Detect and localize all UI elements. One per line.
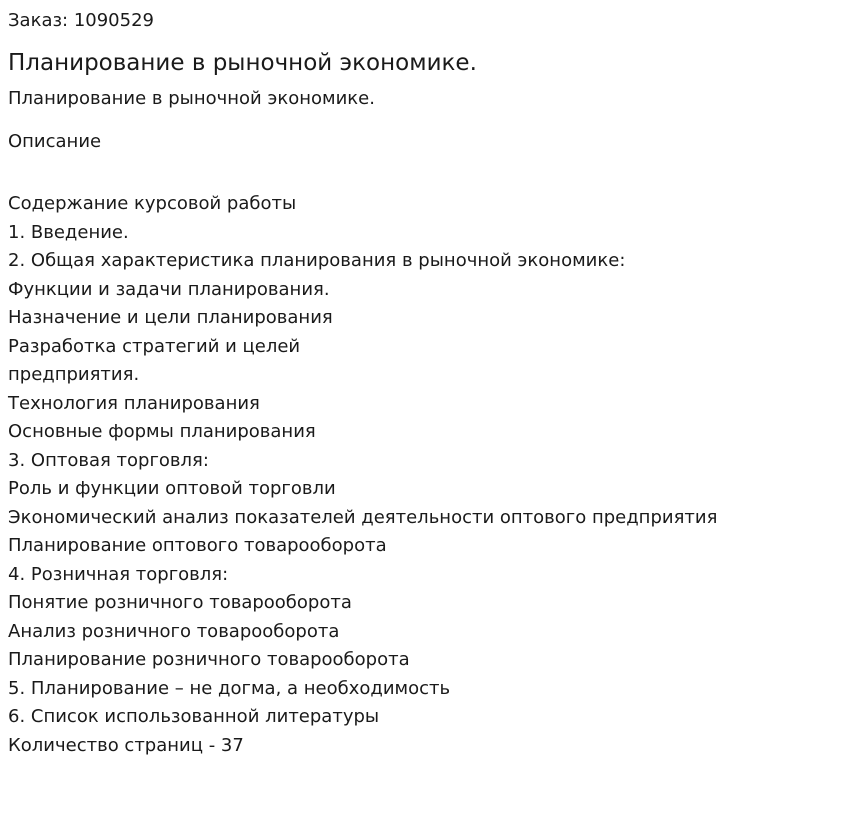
content-line: Понятие розничного товарооборота	[8, 592, 352, 613]
page-subtitle: Планирование в рыночной экономике.	[8, 88, 375, 109]
content-line: 6. Список использованной литературы	[8, 706, 380, 727]
content-line: Анализ розничного товарооборота	[8, 620, 340, 642]
content-line: Роль и функции оптовой торговли	[8, 478, 336, 499]
page-title: Планирование в рыночной экономике.	[8, 50, 477, 76]
content-line: 4. Розничная торговля:	[8, 563, 229, 585]
description-heading: Описание	[8, 131, 102, 152]
content-line: Планирование оптового товарооборота	[8, 535, 387, 556]
content-line: Экономический анализ показателей деятельности оптового предприятия	[8, 506, 718, 528]
content-line: Количество страниц - 37	[8, 734, 244, 756]
content-line: предприятия.	[8, 364, 140, 385]
order-number: Заказ: 1090529	[8, 10, 154, 31]
content-line: 2. Общая характеристика планирования в рыночной экономике:	[8, 250, 626, 271]
content-line: Разработка стратегий и целей	[8, 335, 301, 357]
content-line: Функции и задачи планирования.	[8, 278, 330, 300]
content-line: Планирование розничного товарооборота	[8, 649, 410, 670]
content-line: Технология планирования	[8, 392, 260, 414]
content-line: 3. Оптовая торговля:	[8, 449, 209, 471]
content-line: 1. Введение.	[8, 221, 129, 243]
content-line: Содержание курсовой работы	[8, 193, 297, 214]
content-line: 5. Планирование – не догма, а необходимость	[8, 677, 451, 699]
content-line: Назначение и цели планирования	[8, 307, 333, 328]
content-line: Основные формы планирования	[8, 421, 316, 442]
description-content	[8, 190, 717, 760]
